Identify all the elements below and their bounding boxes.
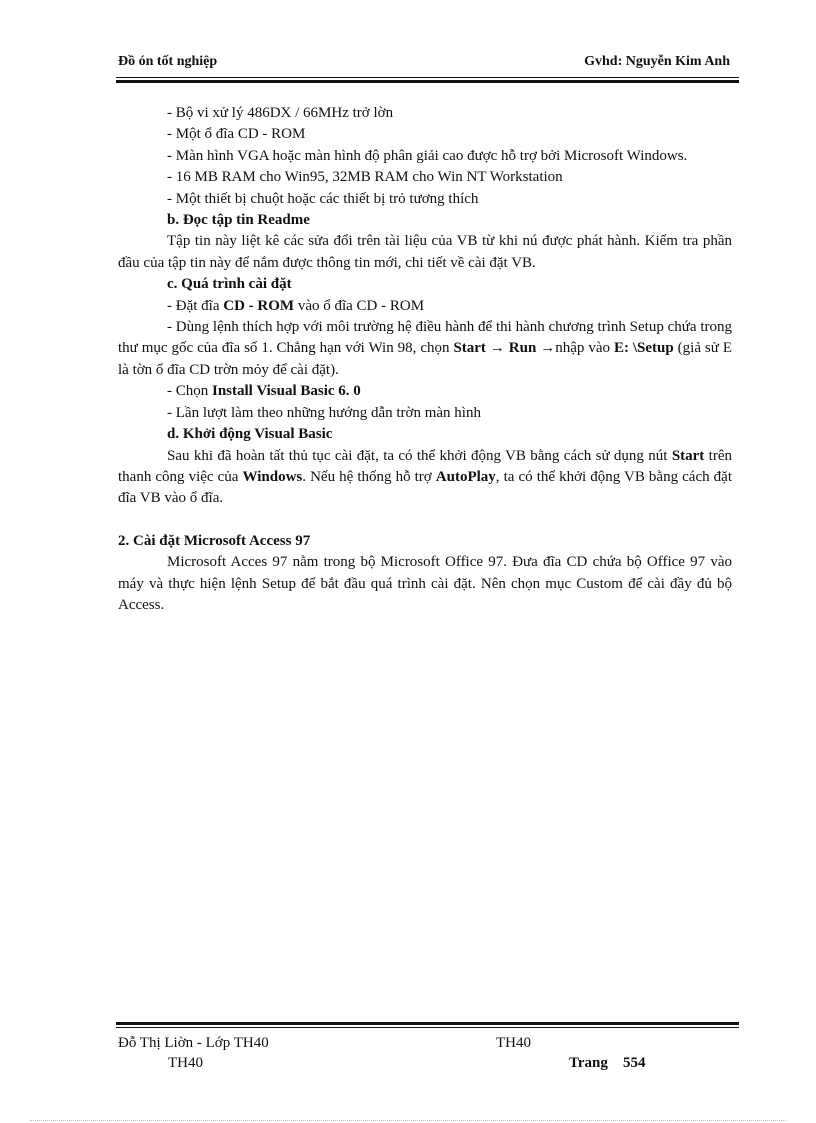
install-step-insert-disc: - Đặt đĩa CD - ROM vào ổ đĩa CD - ROM — [167, 297, 425, 314]
install-step-choose: - Chọn Install Visual Basic 6. 0 — [167, 383, 361, 400]
install-step-follow: - Lần lượt làm theo những hướng dẫn trờn màn hình — [167, 404, 481, 421]
heading-start-vb: d. Khởi động Visual Basic — [167, 426, 333, 443]
page-content — [118, 103, 732, 616]
footer-page-label: Trang — [569, 1055, 608, 1071]
footer-class-left: TH40 — [168, 1055, 203, 1071]
install-step-run-setup: - Dùng lệnh thích hợp với môi trường hệ điều hành để thi hành chương trình Setup chứa trong thư mục gốc của đĩa số 1. Chẳng hạn với Win 98, chọn Start → Run →nhập vào E: \Setup (giả sử E là tờn ổ đĩa CD trờn mỏy để cài đặt). — [118, 319, 732, 378]
req-cpu: - Bộ vi xử lý 486DX / 66MHz trở lờn — [167, 105, 394, 121]
req-cdrom: - Một ổ đĩa CD - ROM — [167, 126, 306, 143]
header-rule-thick — [116, 80, 739, 83]
header-title: Đồ ón tốt nghiệp — [118, 54, 218, 69]
paragraph-readme: Tập tin này liệt kê các sửa đổi trên tài liệu của VB từ khi nú được phát hành. Kiểm tra phần đầu của tập tin này để nắm được thông tin mới, chi tiết về cài đặt VB. — [118, 233, 732, 271]
footer-rule-thick — [116, 1022, 739, 1025]
footer-rule-thin — [116, 1027, 739, 1028]
footer-class-mid: TH40 — [496, 1035, 531, 1051]
footer-author: Đỗ Thị Liờn - Lớp TH40 — [118, 1035, 269, 1051]
paragraph-install-access: Microsoft Acces 97 nằm trong bộ Microsoft Office 97. Đưa đĩa CD chứa bộ Office 97 vào máy và thực hiện lệnh Setup để bắt đầu quá trình cài đặt. Nên chọn mục Custom để cài đầy đủ bộ Access. — [118, 554, 732, 613]
page-header — [116, 52, 732, 74]
req-ram: - 16 MB RAM cho Win95, 32MB RAM cho Win NT Workstation — [167, 169, 563, 186]
page-footer — [118, 1035, 732, 1075]
footer-page-number: 554 — [623, 1055, 646, 1071]
req-mouse: - Một thiết bị chuột hoặc các thiết bị trỏ tương thích — [167, 190, 479, 207]
req-display: - Màn hình VGA hoặc màn hình độ phân giải cao được hỗ trợ bởi Microsoft Windows. — [167, 147, 688, 164]
header-rule-thin — [116, 77, 739, 78]
page-bottom-dotted-line — [30, 1120, 786, 1121]
heading-install-process: c. Quá trình cài đặt — [167, 276, 292, 293]
heading-readme: b. Đọc tập tin Readme — [167, 212, 310, 229]
section-gap — [118, 510, 732, 531]
header-supervisor: Gvhd: Nguyễn Kim Anh — [584, 54, 730, 69]
paragraph-start-vb: Sau khi đã hoàn tất thủ tục cài đặt, ta có thể khởi động VB bằng cách sử dụng nút Start trên thanh công việc của Windows. Nếu hệ thống hỗ trợ AutoPlay, ta có thể khởi động VB bằng cách đặt đĩa VB vào ổ đĩa. — [118, 447, 732, 507]
heading-install-access: 2. Cài đặt Microsoft Access 97 — [118, 532, 311, 549]
